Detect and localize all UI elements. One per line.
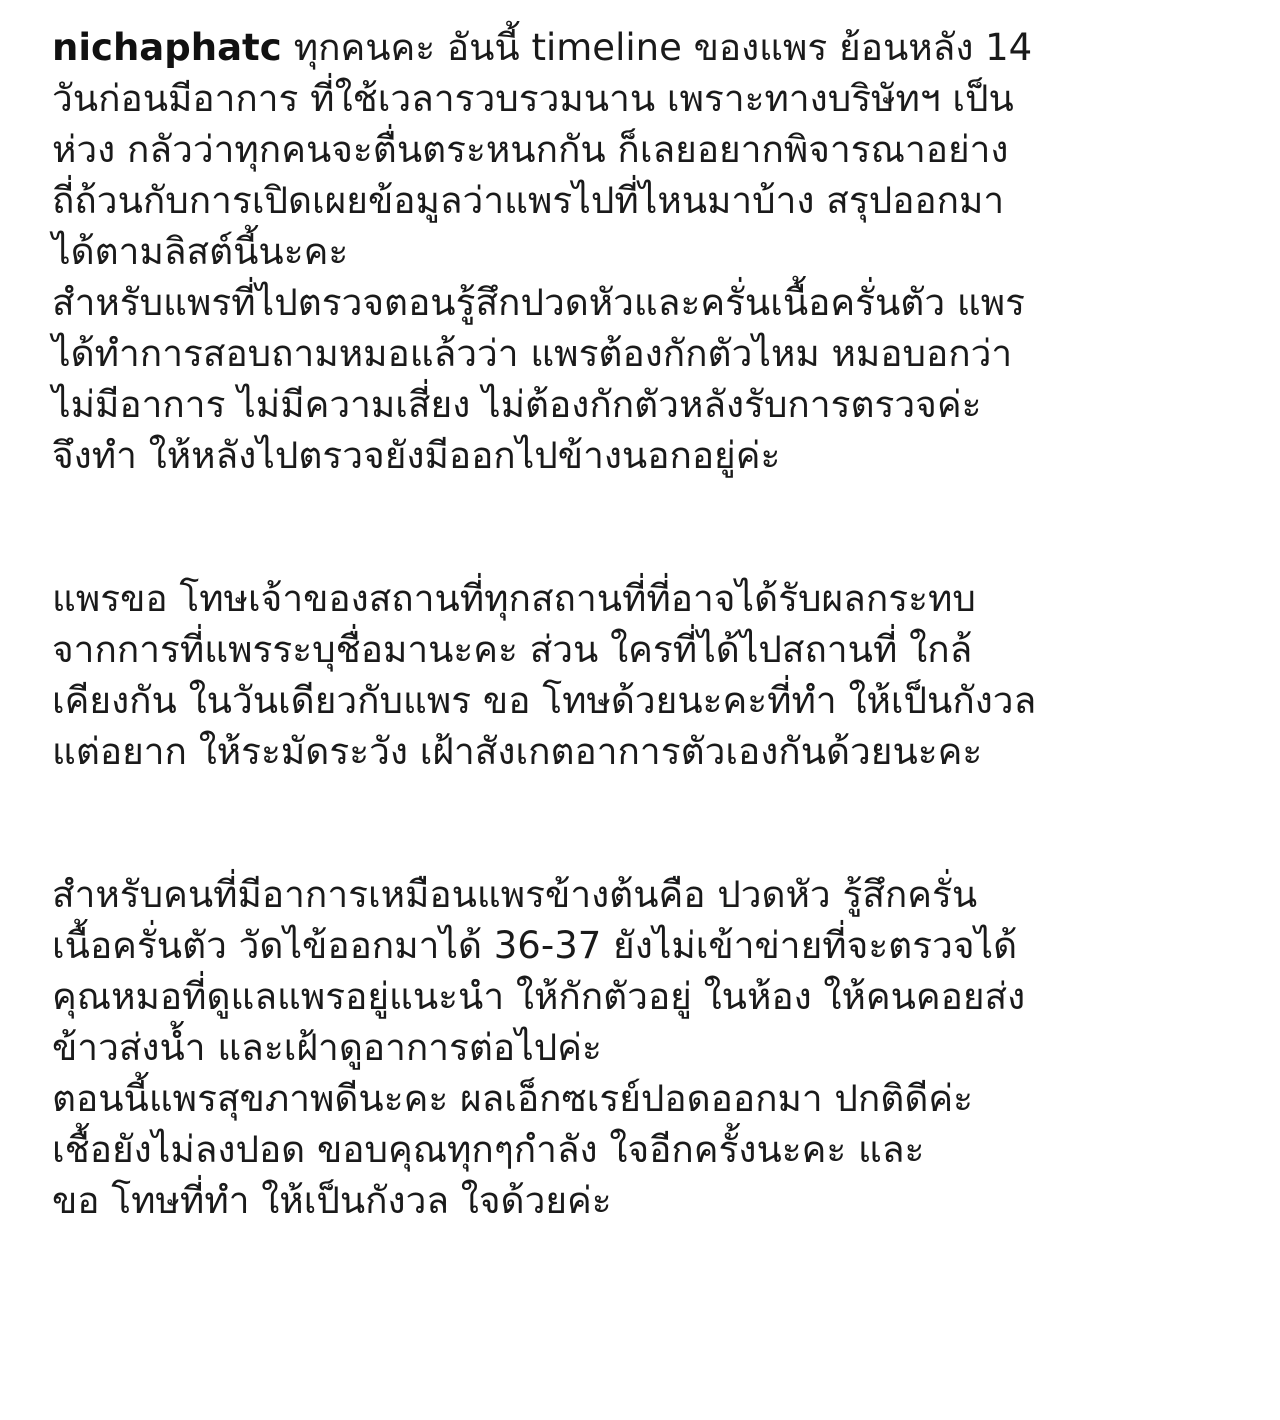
caption-paragraph-3 bbox=[52, 869, 1252, 1226]
caption-line: วันก่อนมีอาการ ที่ใช้เวลารวบรวมนาน เพราะทางบริษัทฯ เป็น bbox=[52, 77, 1014, 120]
caption-line: จึงทำ ให้หลังไปตรวจยังมีออกไปข้างนอกอยู่ค่ะ bbox=[52, 434, 781, 477]
caption-line: ตอนนี้แพรสุขภาพดีนะคะ ผลเอ็กซเรย์ปอดออกมา ปกติดีค่ะ bbox=[52, 1077, 973, 1120]
caption-line: แพรขอ โทษเจ้าของสถานที่ทุกสถานที่ที่อาจได้รับผลกระทบ bbox=[52, 577, 976, 620]
paragraph-gap bbox=[52, 777, 1252, 869]
paragraph-gap bbox=[52, 481, 1252, 573]
caption-line: คุณหมอที่ดูแลแพรอยู่แนะนำ ให้กักตัวอยู่ ในห้อง ให้คนคอยส่ง bbox=[52, 975, 1026, 1018]
caption-line: เคียงกัน ในวันเดียวกับแพร ขอ โทษด้วยนะคะที่ทำ ให้เป็นกังวล bbox=[52, 679, 1037, 722]
caption-line: เนื้อครั่นตัว วัดไข้ออกมาได้ 36-37 ยังไม่เข้าข่ายที่จะตรวจได้ bbox=[52, 924, 1018, 967]
caption-paragraph-2 bbox=[52, 573, 1252, 777]
caption-line: ห่วง กลัวว่าทุกคนจะตื่นตระหนกกัน ก็เลยอยากพิจารณาอย่าง bbox=[52, 128, 1009, 171]
caption-line: ไม่มีอาการ ไม่มีความเสี่ยง ไม่ต้องกักตัวหลังรับการตรวจค่ะ bbox=[52, 383, 982, 426]
caption-line: ได้ตามลิสต์นี้นะคะ bbox=[52, 230, 349, 273]
caption-line: แต่อยาก ให้ระมัดระวัง เฝ้าสังเกตอาการตัวเองกันด้วยนะคะ bbox=[52, 730, 983, 773]
username-link[interactable]: nichaphatc bbox=[52, 26, 282, 69]
caption-line: สำหรับคนที่มีอาการเหมือนแพรข้างต้นคือ ปวดหัว รู้สึกครั่น bbox=[52, 873, 978, 916]
caption-line: สำหรับแพรที่ไปตรวจตอนรู้สึกปวดหัวและครั่นเนื้อครั่นตัว แพร bbox=[52, 281, 1025, 324]
caption-line: ข้าวส่งน้ำ และเฝ้าดูอาการต่อไปค่ะ bbox=[52, 1026, 602, 1069]
caption-line: ถี่ถ้วนกับการเปิดเผยข้อมูลว่าแพรไปที่ไหนมาบ้าง สรุปออกมา bbox=[52, 179, 1005, 222]
caption-line: จากการที่แพรระบุชื่อมานะคะ ส่วน ใครที่ได้ไปสถานที่ ใกล้ bbox=[52, 628, 973, 671]
caption-line bbox=[52, 22, 1252, 73]
caption-line: ขอ โทษที่ทำ ให้เป็นกังวล ใจด้วยค่ะ bbox=[52, 1179, 612, 1222]
post-caption bbox=[52, 22, 1252, 1226]
caption-line: ได้ทำการสอบถามหมอแล้วว่า แพรต้องกักตัวไหม หมอบอกว่า bbox=[52, 332, 1013, 375]
caption-text: ทุกคนคะ อันนี้ timeline ของแพร ย้อนหลัง 14 bbox=[293, 26, 1033, 69]
caption-paragraph-1 bbox=[52, 22, 1252, 481]
caption-line: เชื้อยังไม่ลงปอด ขอบคุณทุกๆกำลัง ใจอีกครั้งนะคะ และ bbox=[52, 1128, 925, 1171]
